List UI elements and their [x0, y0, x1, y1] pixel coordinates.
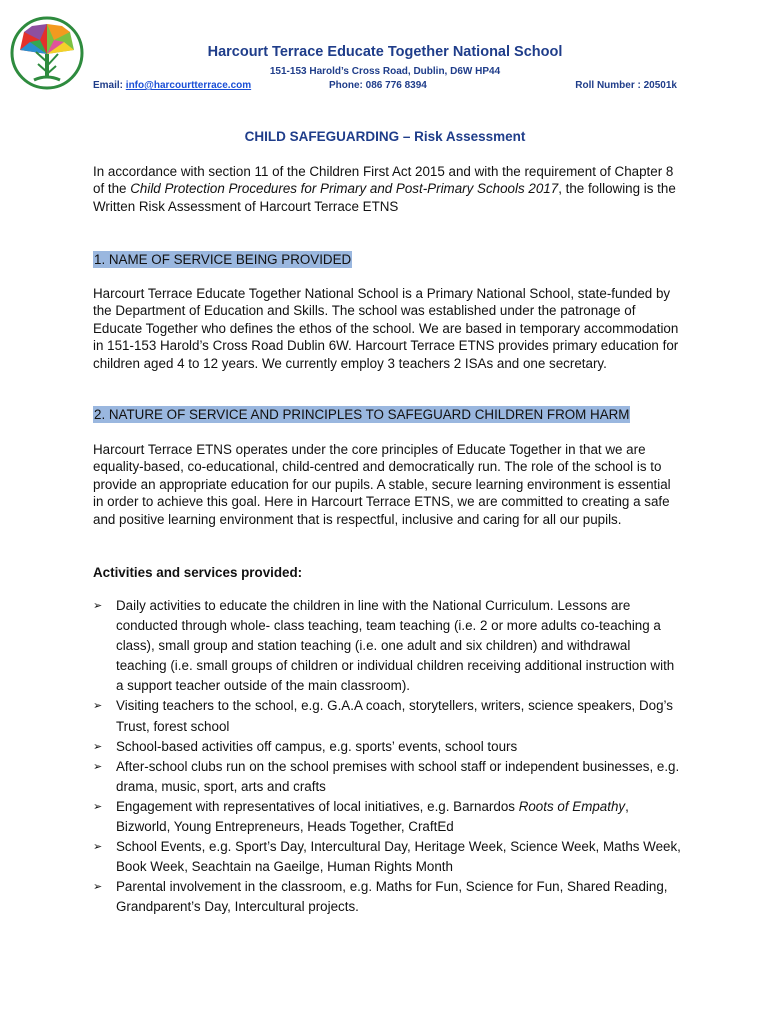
phone-number: Phone: 086 776 8394 [329, 80, 427, 91]
section-1-heading: 1. NAME OF SERVICE BEING PROVIDED [94, 252, 352, 267]
school-name: Harcourt Terrace Educate Together National School [207, 44, 563, 60]
list-item: ➢ Daily activities to educate the children in line with the National Curriculum. Lessons are conducted through whole- class teaching, team teaching (i.e. 2 or more adults co-teaching a class), small group and station teaching (i.e. one adult and six children) and withdrawal teaching (i.e. small groups of children or individual children receiving additional instruction with a support teacher outside of the main classroom). [93, 598, 675, 694]
email-label: Email: [93, 80, 126, 91]
list-item: ➢ School-based activities off campus, e.g. sports’ events, school tours [93, 737, 683, 757]
list-item: ➢ After-school clubs run on the school premises with school staff or independent businesses, e.g. drama, music, sport, arts and crafts [93, 758, 680, 794]
list-item: ➢ Visiting teachers to the school, e.g. G.A.A coach, storytellers, writers, science speakers, Dog’s Trust, forest school [93, 698, 673, 734]
list-item: ➢ Engagement with representatives of local initiatives, e.g. Barnardos Roots of Empathy, Bizworld, Young Entrepreneurs, Heads Together, CraftEd [93, 798, 629, 835]
email-line [93, 80, 251, 91]
intro-text-1: In accordance with section 11 of the Children First Act 2015 and with the requirement of Chapter 8 of the [93, 164, 674, 197]
intro-paragraph [93, 163, 683, 215]
activities-list [93, 596, 683, 918]
bullet-arrow-icon: ➢ [93, 800, 103, 813]
list-item: ➢ Parental involvement in the classroom, e.g. Maths for Fun, Science for Fun, Shared Reading, Grandparent’s Day, Intercultural projects. [93, 879, 668, 915]
intro-text-2: , the following is the Written Risk Assessment of Harcourt Terrace ETNS [93, 181, 676, 214]
bullet-arrow-icon: ➢ [93, 760, 103, 773]
bullet-arrow-icon: ➢ [93, 700, 103, 713]
section-2-heading: 2. NATURE OF SERVICE AND PRINCIPLES TO SAFEGUARD CHILDREN FROM HARM [94, 407, 630, 422]
bullet-arrow-icon: ➢ [93, 600, 103, 612]
activities-heading: Activities and services provided: [93, 565, 303, 580]
bullet-arrow-icon: ➢ [93, 881, 103, 894]
email-link[interactable]: info@harcourtterrace.com [125, 80, 252, 91]
document-title: CHILD SAFEGUARDING – Risk Assessment [244, 129, 526, 144]
section-1-paragraph: Harcourt Terrace Educate Together National School is a Primary National School, state-funded by the Department of Education and Skills. The school was established under the patronage of Educate Together who defines the ethos of the school. We are based in temporary accommodation in 151-153 Harold’s Cross Road Dublin 6W. Harcourt Terrace ETNS provides primary education for children aged 4 to 12 years. We currently employ 3 teachers 2 ISAs and one secretary. [93, 286, 679, 371]
roll-number: Roll Number : 20501k [575, 80, 677, 91]
bullet-arrow-icon: ➢ [93, 740, 103, 753]
bullet-arrow-icon: ➢ [93, 841, 103, 854]
intro-italic-title: Child Protection Procedures for Primary and Post-Primary Schools 2017 [130, 181, 559, 197]
section-2-paragraph: Harcourt Terrace ETNS operates under the core principles of Educate Together in that we are equality-based, co-educational, child-centred and democratically run. The role of the school is to provide an appropriate education for our pupils. A stable, secure learning environment is essential in order to achieve this goal. Here in Harcourt Terrace ETNS, we are committed to creating a safe and positive learning environment that is respectful, inclusive and caring for all our pupils. [93, 442, 671, 527]
school-address: 151-153 Harold’s Cross Road, Dublin, D6W HP44 [269, 66, 501, 77]
list-item: ➢ School Events, e.g. Sport’s Day, Intercultural Day, Heritage Week, Science Week, Maths Week, Book Week, Seachtain na Gaeilge, Human Rights Month [93, 839, 681, 875]
